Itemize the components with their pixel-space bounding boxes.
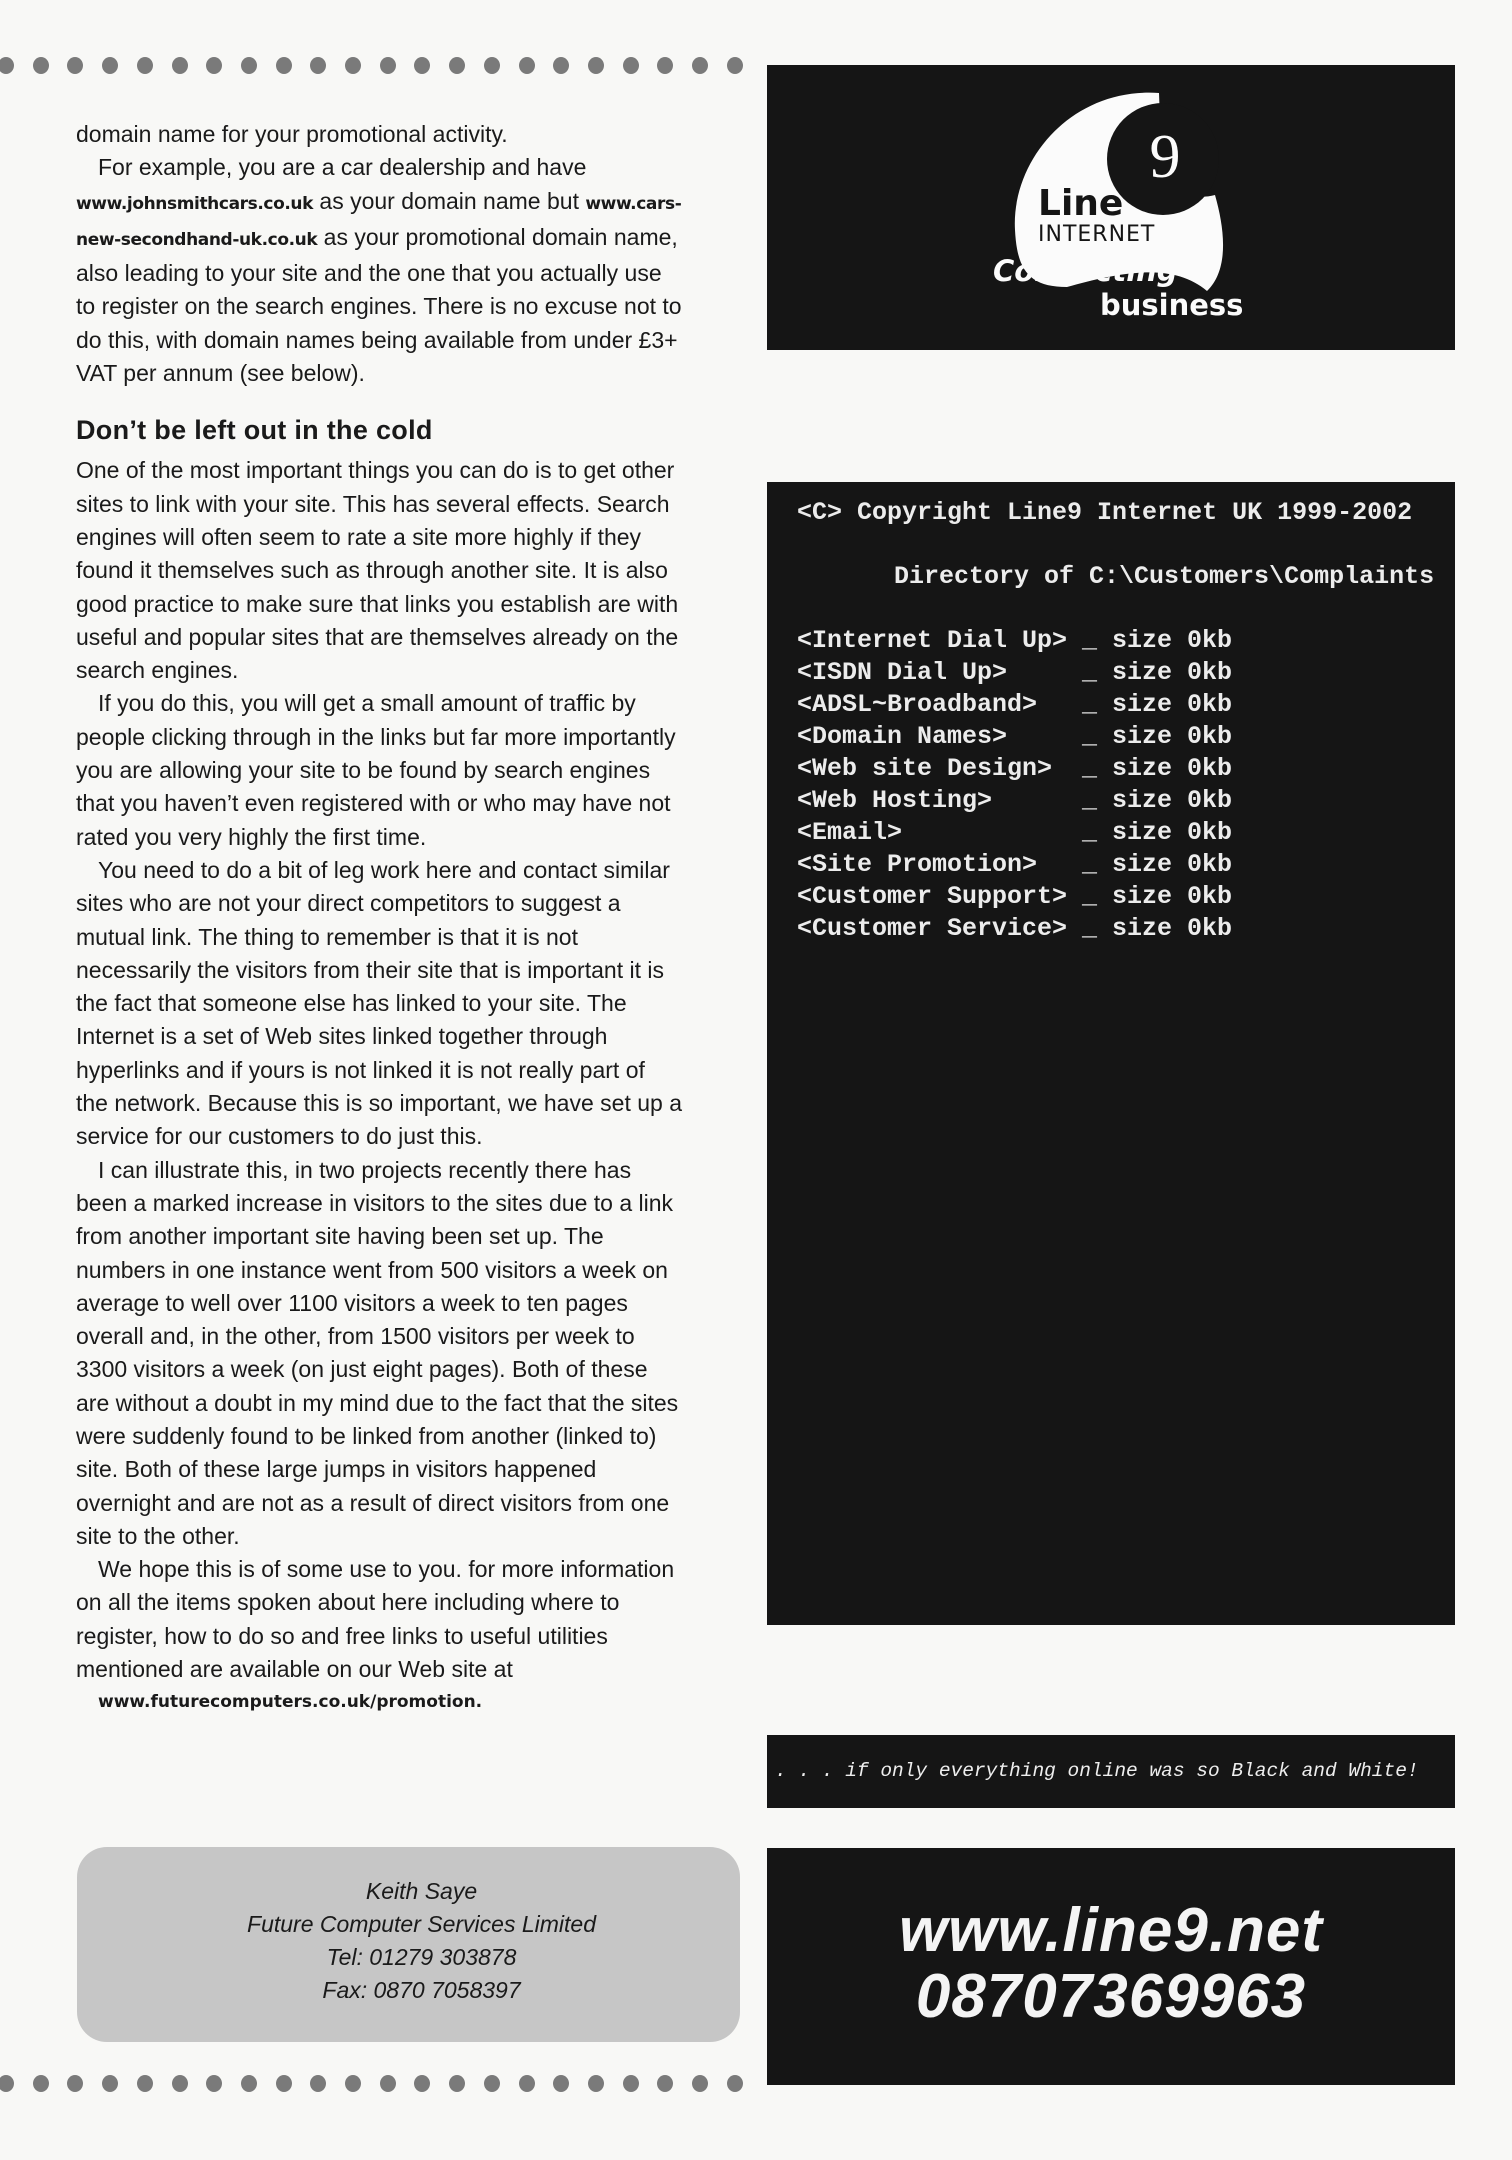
- contact-company: Future Computer Services Limited: [247, 1911, 596, 1937]
- entry-size: _ size 0kb: [1082, 914, 1233, 943]
- text-line: [76, 151, 756, 184]
- entry-name: <Customer Support>: [797, 882, 1068, 911]
- text-run: domain name for your promotional activity.: [76, 121, 508, 147]
- dot: [67, 57, 83, 74]
- dot: [692, 57, 708, 74]
- entry-size: _ size 0kb: [1082, 658, 1233, 687]
- svg-text:Line: Line: [1038, 183, 1124, 224]
- text-line: [76, 687, 756, 720]
- text-line: [76, 1653, 756, 1686]
- entry-name: <Web Hosting>: [797, 786, 993, 815]
- text-run: useful and popular sites that are themselves already on the: [76, 623, 679, 650]
- terminal-directory-path: Directory of C:\Customers\Complaints: [894, 562, 1435, 591]
- text-line: [76, 357, 756, 390]
- text-line: [76, 654, 756, 687]
- text-run: as your domain name but: [313, 187, 586, 214]
- text-run: One of the most important things you can do is to get other: [76, 457, 675, 484]
- dot: [137, 57, 153, 74]
- entry-name: <Domain Names>: [797, 722, 1008, 751]
- text-line: [76, 954, 756, 987]
- dot: [102, 57, 118, 74]
- text-line: [76, 1420, 756, 1453]
- text-line: [76, 1220, 756, 1253]
- dot: [206, 57, 222, 74]
- dot: [414, 2075, 430, 2092]
- entry-name: <Customer Service>: [797, 914, 1068, 943]
- text-run: I can illustrate this, in two projects recently there has: [98, 1156, 632, 1183]
- text-line: [76, 1353, 756, 1386]
- contact-tel: Tel: 01279 303878: [326, 1944, 517, 1970]
- dot: [414, 57, 430, 74]
- text-run: to register on the search engines. There is no excuse not to: [76, 293, 682, 320]
- text-line: [76, 521, 756, 554]
- dot: [172, 57, 188, 74]
- dot-border-top: [0, 57, 760, 77]
- paragraph: [76, 854, 756, 1154]
- text-run: do this, with domain names being available from under £3+: [76, 326, 678, 353]
- directory-entry: [797, 785, 1455, 817]
- svg-text:9: 9: [1149, 123, 1181, 191]
- text-line: [76, 1287, 756, 1320]
- directory-entry: [797, 753, 1455, 785]
- text-line: [76, 1054, 756, 1087]
- entry-size: _ size 0kb: [1082, 882, 1233, 911]
- text-run: You need to do a bit of leg work here and contact similar: [98, 856, 670, 883]
- contact-name: Keith Saye: [365, 1878, 478, 1904]
- text-run: sites to link with your site. This has several effects. Search: [76, 490, 670, 517]
- text-run: hyperlinks and if yours is not linked it is not really part of: [76, 1056, 645, 1083]
- text-line: [76, 754, 756, 787]
- advert-phone: 08707369963: [915, 1962, 1307, 2031]
- dot: [553, 2075, 569, 2092]
- website-link[interactable]: www.futurecomputers.co.uk/promotion.: [98, 1692, 483, 1713]
- text-line: [76, 1120, 756, 1153]
- text-line: [76, 1586, 756, 1619]
- text-run: are without a doubt in my mind due to the fact that the sites: [76, 1389, 679, 1416]
- svg-text:Connecting: Connecting: [993, 254, 1178, 288]
- text-run: numbers in one instance went from 500 visitors a week on: [76, 1256, 668, 1283]
- text-line: [76, 887, 756, 920]
- contact-fax: Fax: 0870 7058397: [322, 1977, 521, 2003]
- text-run: you are allowing your site to be found by search engines: [76, 757, 651, 784]
- paragraph: [76, 118, 756, 151]
- text-line: [76, 987, 756, 1020]
- entry-size: _ size 0kb: [1082, 754, 1233, 783]
- dot: [241, 2075, 257, 2092]
- svg-text:business: business: [1100, 288, 1244, 322]
- terminal-copyright: <C> Copyright Line9 Internet UK 1999-2002: [797, 498, 1413, 527]
- text-line: [76, 257, 756, 290]
- entry-name: <ADSL~Broadband>: [797, 690, 1038, 719]
- directory-entry: [797, 721, 1455, 753]
- text-run: We hope this is of some use to you. for more information: [98, 1556, 675, 1583]
- text-run: as your promotional domain name,: [317, 223, 678, 250]
- directory-entry: [797, 881, 1455, 913]
- text-run: overnight and are not as a result of direct visitors from one: [76, 1489, 670, 1516]
- text-line: [76, 921, 756, 954]
- text-run: from another important site having been set up. The: [76, 1223, 604, 1250]
- text-line: [76, 1254, 756, 1287]
- dot: [33, 2075, 49, 2092]
- text-run: service for our customers to do just this.: [76, 1123, 483, 1150]
- dot: [0, 2075, 14, 2092]
- entry-name: <Email>: [797, 818, 903, 847]
- dot: [206, 2075, 222, 2092]
- paragraph: [76, 1154, 756, 1554]
- text-line: [76, 588, 756, 621]
- dot: [276, 2075, 292, 2092]
- text-line: [76, 1187, 756, 1220]
- text-run: Internet is a set of Web sites linked together through: [76, 1023, 608, 1050]
- advert-panel: [767, 1848, 1455, 2085]
- svg-text:INTERNET: INTERNET: [1038, 222, 1156, 247]
- text-line: [76, 1487, 756, 1520]
- dot: [67, 2075, 83, 2092]
- entry-size: _ size 0kb: [1082, 786, 1233, 815]
- paragraph: [76, 454, 756, 687]
- dot: [310, 57, 326, 74]
- dot: [588, 2075, 604, 2092]
- entry-size: _ size 0kb: [1082, 626, 1233, 655]
- directory-entry: [797, 657, 1455, 689]
- text-run: that you haven’t even registered with or who may have not: [76, 790, 671, 817]
- contact-card: [77, 1847, 740, 2042]
- dot: [727, 57, 743, 74]
- directory-entry: [797, 625, 1455, 657]
- text-run: site to the other.: [76, 1522, 240, 1549]
- text-line: [76, 290, 756, 323]
- directory-entry: [797, 689, 1455, 721]
- directory-entry: [797, 849, 1455, 881]
- dot: [484, 57, 500, 74]
- dot: [380, 2075, 396, 2092]
- dot: [484, 2075, 500, 2092]
- dot: [692, 2075, 708, 2092]
- text-run: 3300 visitors a week (on just eight pages). Both of these: [76, 1356, 648, 1383]
- dot: [623, 2075, 639, 2092]
- dot: [380, 57, 396, 74]
- domain-example: new-secondhand-uk.co.uk: [76, 229, 318, 250]
- dot: [0, 57, 14, 74]
- text-run: were suddenly found to be linked from another (linked to): [76, 1422, 657, 1449]
- text-line: [76, 185, 756, 221]
- text-run: For example, you are a car dealership and have: [98, 154, 587, 181]
- dot-border-bottom: [0, 2075, 760, 2095]
- text-run: VAT per annum (see below).: [76, 360, 365, 387]
- dot: [657, 57, 673, 74]
- entry-size: _ size 0kb: [1082, 690, 1233, 719]
- advert-url[interactable]: www.line9.net: [898, 1896, 1324, 1965]
- dot: [519, 57, 535, 74]
- text-line: [76, 821, 756, 854]
- text-line: [76, 554, 756, 587]
- text-run: mentioned are available on our Web site at: [76, 1656, 513, 1683]
- directory-entry: [797, 817, 1455, 849]
- text-run: been a marked increase in visitors to the sites due to a link: [76, 1189, 674, 1216]
- dot: [137, 2075, 153, 2092]
- dot: [102, 2075, 118, 2092]
- text-line: [76, 118, 756, 151]
- entry-name: <Internet Dial Up>: [797, 626, 1068, 655]
- text-run: average to well over 1100 visitors a week to ten pages: [76, 1289, 628, 1316]
- text-run: necessarily the visitors from their site that is important it is: [76, 956, 664, 983]
- text-line: [76, 324, 756, 357]
- line9-logo-panel: [767, 65, 1455, 350]
- tagline-banner: . . . if only everything online was so Black and White!: [767, 1735, 1455, 1808]
- text-line: [76, 1520, 756, 1553]
- entry-size: _ size 0kb: [1082, 818, 1233, 847]
- dot: [310, 2075, 326, 2092]
- entry-name: <ISDN Dial Up>: [797, 658, 1008, 687]
- text-line: [76, 1320, 756, 1353]
- text-line: [76, 1553, 756, 1586]
- text-run: on all the items spoken about here including where to: [76, 1589, 620, 1616]
- entry-name: <Web site Design>: [797, 754, 1053, 783]
- dot: [657, 2075, 673, 2092]
- dot: [345, 2075, 361, 2092]
- text-line: [76, 787, 756, 820]
- text-run: sites who are not your direct competitors to suggest a: [76, 890, 621, 917]
- text-run: found it themselves such as through another site. It is also: [76, 557, 668, 584]
- entry-size: _ size 0kb: [1082, 722, 1233, 751]
- paragraph: [76, 1553, 756, 1686]
- text-line: [76, 854, 756, 887]
- paragraph: [76, 151, 756, 390]
- dot: [553, 57, 569, 74]
- section-heading: Don’t be left out in the cold: [76, 415, 433, 446]
- text-line: [76, 1620, 756, 1653]
- dot: [241, 57, 257, 74]
- text-line: [76, 221, 756, 257]
- text-line: [76, 488, 756, 521]
- text-run: overall and, in the other, from 1500 visitors per week to: [76, 1323, 635, 1350]
- text-line: [76, 454, 756, 487]
- dot: [727, 2075, 743, 2092]
- text-run: register, how to do so and free links to useful utilities: [76, 1622, 608, 1649]
- text-line: [76, 621, 756, 654]
- dot: [33, 57, 49, 74]
- text-run: rated you very highly the first time.: [76, 823, 427, 850]
- text-run: engines will often seem to rate a site more highly if they: [76, 523, 642, 550]
- terminal-directory-panel: [767, 482, 1455, 1625]
- dot: [172, 2075, 188, 2092]
- text-run: the fact that someone else has linked to your site. The: [76, 990, 627, 1017]
- text-run: search engines.: [76, 657, 239, 684]
- dot: [449, 2075, 465, 2092]
- directory-entry: [797, 913, 1455, 945]
- text-line: [76, 1453, 756, 1486]
- text-line: [76, 1087, 756, 1120]
- text-run: the network. Because this is so important, we have set up a: [76, 1090, 682, 1117]
- text-line: [76, 1154, 756, 1187]
- entry-size: _ size 0kb: [1082, 850, 1233, 879]
- dot: [588, 57, 604, 74]
- text-line: [76, 721, 756, 754]
- dot: [276, 57, 292, 74]
- text-run: If you do this, you will get a small amount of traffic by: [98, 690, 636, 717]
- domain-example: www.johnsmithcars.co.uk: [76, 193, 314, 214]
- text-line: [76, 1020, 756, 1053]
- dot: [345, 57, 361, 74]
- domain-example: www.cars-: [585, 193, 682, 214]
- text-run: good practice to make sure that links you establish are with: [76, 590, 679, 617]
- text-run: people clicking through in the links but far more importantly: [76, 723, 676, 750]
- entry-name: <Site Promotion>: [797, 850, 1038, 879]
- text-run: also leading to your site and the one that you actually use: [76, 260, 662, 287]
- dot: [623, 57, 639, 74]
- paragraph: [76, 687, 756, 853]
- line9-logo: [767, 65, 1455, 350]
- text-run: mutual link. The thing to remember is that it is not: [76, 923, 578, 950]
- dot: [449, 57, 465, 74]
- text-line: [76, 1387, 756, 1420]
- text-run: site. Both of these large jumps in visitors happened: [76, 1456, 597, 1483]
- article-column: [76, 118, 756, 1719]
- dot: [519, 2075, 535, 2092]
